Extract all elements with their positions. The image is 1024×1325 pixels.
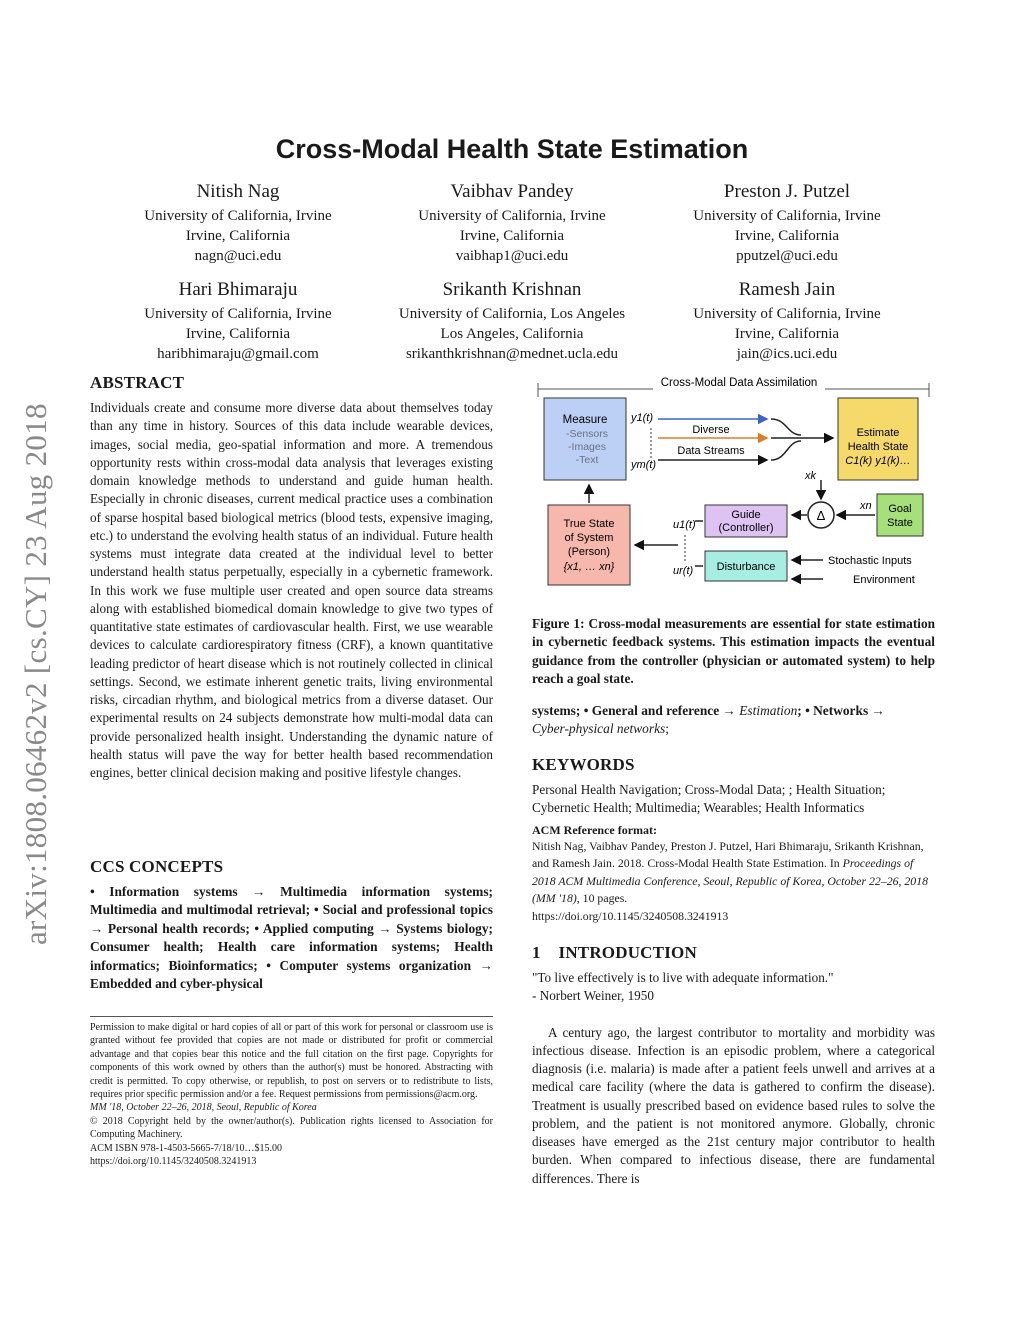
author-block-3 <box>642 180 932 266</box>
author-block-4 <box>93 278 383 364</box>
estimate-line-1: Estimate <box>856 427 900 439</box>
true-state-line-4: {x1, … xn} <box>563 561 615 573</box>
y1-label: y1(t) <box>631 412 653 424</box>
doi-link[interactable]: https://doi.org/10.1145/3240508.3241913 <box>90 1156 257 1168</box>
ccs-heading: CCS CONCEPTS <box>90 857 224 876</box>
author-name: Nitish Nag <box>196 181 280 202</box>
author-location: Irvine, California <box>734 228 840 244</box>
author-affiliation: University of California, Los Angeles <box>398 306 626 322</box>
paper-title: Cross-Modal Health State Estimation <box>275 134 749 164</box>
intro-quote-attribution: - Norbert Weiner, 1950 <box>532 988 654 1004</box>
author-email[interactable]: vaibhap1@uci.edu <box>455 248 569 264</box>
ur-label: ur(t) <box>673 565 694 577</box>
ccs-text: • Information systems → Multimedia information systems; Multimedia and multimodal retrieval; • Social and professional topics → Personal health records; • Applied computing → Systems biology; Consumer health; Health care information systems; Health informatics; Bioinformatics; • Computer systems organization → Embedded and cyber-physical <box>90 884 493 992</box>
estimate-line-2: Health State <box>847 441 909 453</box>
acm-reference-heading: ACM Reference format: <box>532 823 658 837</box>
stochastic-inputs-label: Stochastic Inputs <box>828 555 912 567</box>
keywords-heading: KEYWORDS <box>532 755 635 774</box>
delta-symbol: Δ <box>816 508 826 523</box>
ccs-cont-text: systems; • General and reference → Estimation; • Networks → Cyber-physical networks; <box>532 703 885 737</box>
intro-paragraph: A century ago, the largest contributor to mortality and morbidity was infectious disease. Infection is an episodic problem, where a categorical diagnosis (i.e. malaria) is made after a patient feels unwell and arrives at a medical care facility (where the data is gathered to confirm the disease). Treatment is usually prescribed based on evidence based rules to solve the problem, and the patient is not monitored anymore. Globally, chronic diseases have emerged as the 21st century major contributor to health burden. When compared to infectious disease, there are fundamental differences. There is <box>532 1024 935 1186</box>
measure-item-sensors: -Sensors <box>565 428 609 440</box>
arxiv-identifier: arXiv:1808.06462v2 [cs.CY] 23 Aug 2018 <box>18 403 53 945</box>
permission-notice: Permission to make digital or hard copies of all or part of this work for personal or classroom use is granted without fee provided that copies are not made or distributed for profit or commercial advantage and that copies bear this notice and the full citation on the first page. Copyrights for components of this work owned by others than the author(s) must be honored. Abstracting with credit is permitted. To copy otherwise, or republish, to post on servers or to redistribute to lists, requires prior specific permission and/or a fee. Request permissions from permissions@acm.org. <box>90 1022 493 1101</box>
introduction-heading: 1 INTRODUCTION <box>532 943 697 962</box>
copyright-footnote <box>90 1016 493 1168</box>
author-affiliation: University of California, Irvine <box>693 208 881 224</box>
author-affiliation: University of California, Irvine <box>144 208 332 224</box>
author-email[interactable]: jain@ics.uci.edu <box>736 346 838 362</box>
guide-line-1: Guide <box>731 509 761 521</box>
intro-quote: "To live effectively is to live with adequate information." <box>532 970 834 985</box>
figure-header: Cross-Modal Data Assimilation <box>660 377 818 389</box>
author-location: Irvine, California <box>185 228 291 244</box>
venue-line: MM '18, October 22–26, 2018, Seoul, Republic of Korea <box>90 1102 317 1114</box>
diverse-label: Diverse <box>692 424 730 436</box>
author-email[interactable]: pputzel@uci.edu <box>736 248 838 264</box>
abstract-text: Individuals create and consume more diverse data about themselves today than any time in history. Sources of this data include wearable devices, images, social media, geo-spatial information and more. A tremendous opportunity rests within cross-modal data analysis that leverages existing domain knowledge methods to understand and guide human health. Especially in chronic diseases, current medical practice uses a combination of sparse hospital based biological metrics (blood tests, expensive imaging, etc.) to understand the evolving health status of an individual. Future health systems must integrate data created at the individual level to better understand health status perpetually, especially in a cybernetic framework. In this work we fuse multiple user created and open source data streams along with established biomedical domain knowledge to give two types of quantitative state estimates of cardiovascular health. First, we use wearable devices to calculate cardiorespiratory fitness (CRF), a known quantitative leading predictor of heart disease which is not routinely collected in clinical settings. Second, we estimate inherent genetic traits, living environmental risks, circadian rhythm, and biological metrics from a diverse dataset. Our experimental results on 24 subjects demonstrate how multi-modal data can provide personalized health insight. Understanding the dynamic nature of health status will pave the way for better health based recommendation engines, better clinical decision making and positive lifestyle changes. <box>90 400 493 780</box>
figure-caption-block <box>532 615 935 688</box>
goal-line-1: Goal <box>888 503 912 515</box>
author-location: Los Angeles, California <box>440 326 584 342</box>
isbn-line: ACM ISBN 978-1-4503-5665-7/18/10…$15.00 <box>90 1142 282 1154</box>
xk-label: xk <box>805 470 816 482</box>
true-state-line-2: of System <box>564 532 614 544</box>
true-state-line-3: (Person) <box>567 546 611 558</box>
u1-label: u1(t) <box>673 519 696 531</box>
acm-reference-doi[interactable]: https://doi.org/10.1145/3240508.3241913 <box>532 908 729 923</box>
author-affiliation: University of California, Irvine <box>144 306 332 322</box>
author-location: Irvine, California <box>459 228 565 244</box>
author-affiliation: University of California, Irvine <box>693 306 881 322</box>
true-state-box <box>548 505 630 585</box>
estimate-line-3: C1(k) y1(k)… <box>845 455 911 467</box>
goal-line-2: State <box>887 517 913 529</box>
xn-label: xn <box>860 500 872 512</box>
author-block-1 <box>93 180 383 266</box>
measure-item-text: -Text <box>575 454 599 466</box>
measure-item-images: -Images <box>568 441 606 453</box>
keywords-section <box>532 755 935 818</box>
author-location: Irvine, California <box>185 326 291 342</box>
author-email[interactable]: nagn@uci.edu <box>194 248 282 264</box>
goal-box <box>877 494 923 536</box>
author-block-6 <box>642 278 932 364</box>
estimate-box <box>838 398 918 480</box>
author-location: Irvine, California <box>734 326 840 342</box>
measure-title: Measure <box>562 414 608 426</box>
keywords-text: Personal Health Navigation; Cross-Modal Data; ; Health Situation; Cybernetic Health; Multimedia; Wearables; Health Informatics <box>532 782 886 816</box>
author-name: Srikanth Krishnan <box>442 279 582 300</box>
figure-cross-modal-diagram <box>535 373 935 606</box>
figure-caption: Figure 1: Cross-modal measurements are essential for state estimation in cybernetic feedback systems. This estimation impacts the eventual guidance from the controller (physician or automated system) to help reach a goal state. <box>532 616 935 686</box>
ym-label: ym(t) <box>631 459 657 471</box>
ccs-section <box>90 857 493 993</box>
data-streams-label: Data Streams <box>677 445 745 457</box>
author-name: Vaibhav Pandey <box>450 181 574 202</box>
environment-label: Environment <box>853 574 915 586</box>
ccs-continuation <box>532 702 935 739</box>
true-state-line-1: True State <box>563 518 615 530</box>
introduction-section <box>532 943 935 1188</box>
disturbance-label: Disturbance <box>716 561 776 573</box>
diagram-svg <box>535 373 935 606</box>
abstract-heading: ABSTRACT <box>90 373 185 392</box>
acm-reference-section <box>532 822 935 925</box>
copyright-line: © 2018 Copyright held by the owner/author(s). Publication rights licensed to Association for Computing Machinery. <box>90 1115 493 1141</box>
author-name: Hari Bhimaraju <box>178 279 298 300</box>
author-email[interactable]: haribhimaraju@gmail.com <box>157 346 319 362</box>
abstract-section <box>90 373 493 782</box>
author-email[interactable]: srikanthkrishnan@mednet.ucla.edu <box>405 346 619 362</box>
author-name: Preston J. Putzel <box>723 181 851 202</box>
guide-line-2: (Controller) <box>718 522 774 534</box>
author-affiliation: University of California, Irvine <box>418 208 606 224</box>
author-block-2 <box>367 180 657 266</box>
acm-reference-text: Nitish Nag, Vaibhav Pandey, Preston J. Putzel, Hari Bhimaraju, Srikanth Krishnan, and Ramesh Jain. 2018. Cross-Modal Health State Estimation. In Proceedings of 2018 ACM Multimedia Conference, Seoul, Republic of Korea, October 22–26, 2018 (MM '18), 10 pages. https://doi.org/10.1145/3240508.3241913 <box>532 839 929 923</box>
author-block-5 <box>357 278 667 364</box>
author-name: Ramesh Jain <box>738 279 836 300</box>
